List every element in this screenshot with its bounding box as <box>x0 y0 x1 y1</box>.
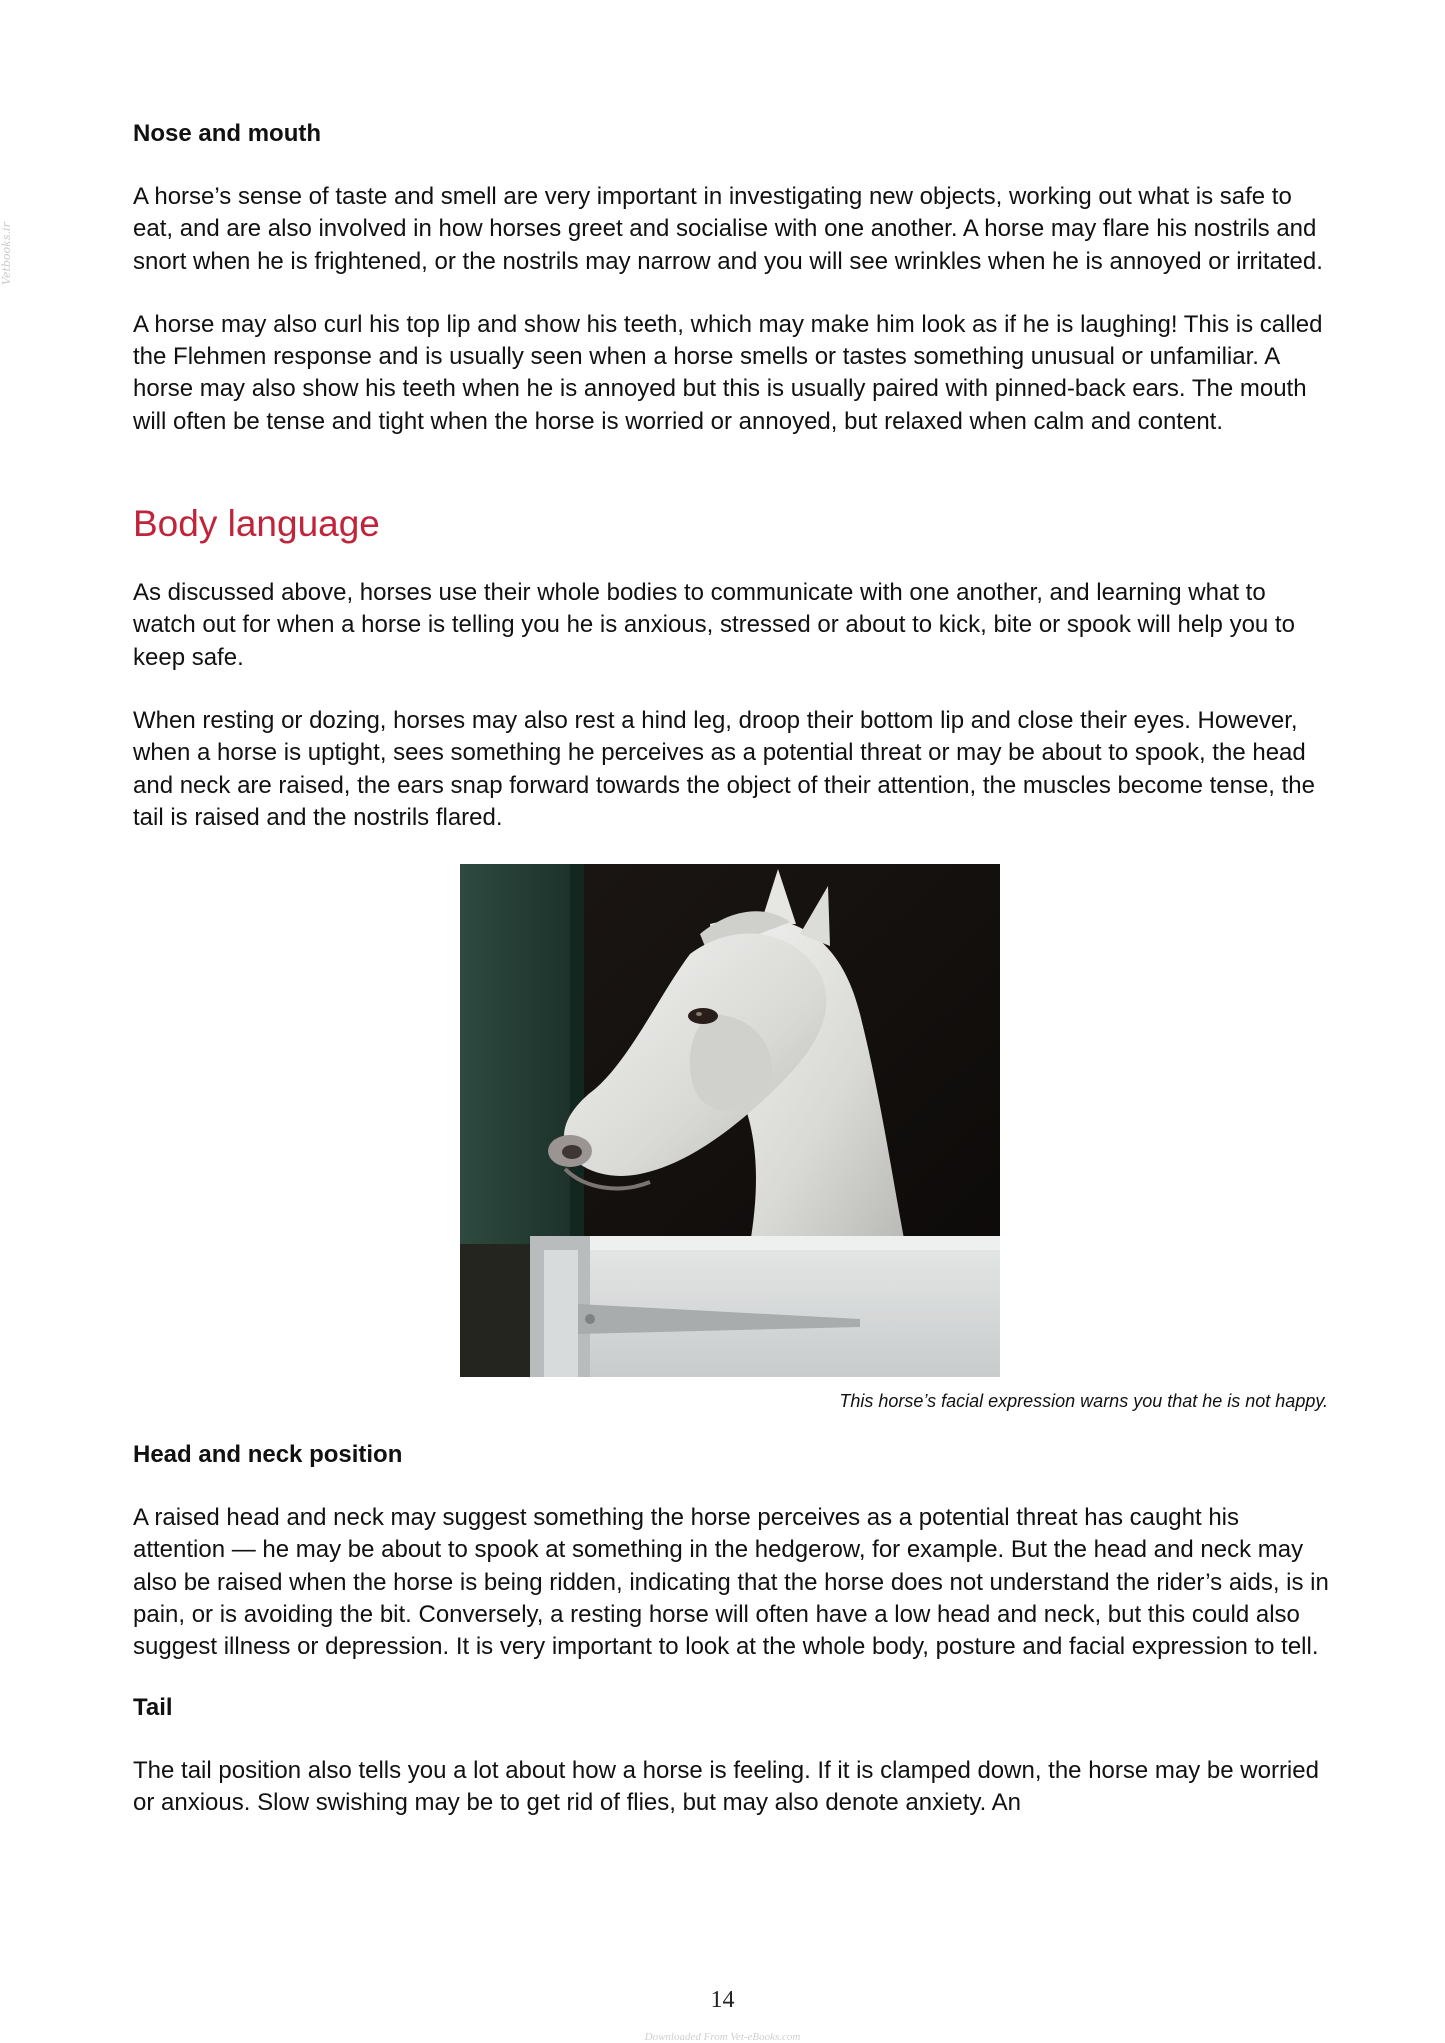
paragraph-nose-mouth-1: A horse’s sense of taste and smell are very important in investigating new objects, working out what is safe to eat, and are also involved in how horses greet and socialise with one another. A horse may flare his nostrils and snort when he is frightened, or the nostrils may narrow and you will see wrinkles when he is annoyed or irritated. <box>133 183 1323 275</box>
horse-photo <box>460 864 1000 1377</box>
paragraph-body-language-1: As discussed above, horses use their whole bodies to communicate with one another, and learning what to watch out for when a horse is telling you he is anxious, stressed or about to kick, bite or spook will help you to keep safe. <box>133 579 1295 671</box>
heading-head-and-neck-position: Head and neck position <box>133 1441 403 1469</box>
side-watermark: Vetbooks.ir <box>0 222 13 285</box>
page-number: 14 <box>710 1987 735 2013</box>
footer-watermark: Downloaded From Vet-eBooks.com <box>644 2031 801 2043</box>
heading-tail: Tail <box>133 1693 173 1721</box>
horse-photo-illustration <box>460 864 1000 1377</box>
page-content <box>133 118 1333 1819</box>
section-title-body-language: Body language <box>133 503 380 545</box>
heading-nose-and-mouth: Nose and mouth <box>133 120 322 147</box>
paragraph-tail-1: The tail position also tells you a lot about how a horse is feeling. If it is clamped down, the horse may be worried or anxious. Slow swishing may be to get rid of flies, but may also denote anxiety. An <box>133 1756 1319 1816</box>
paragraph-body-language-2: When resting or dozing, horses may also rest a hind leg, droop their bottom lip and close their eyes. However, when a horse is uptight, sees something he perceives as a potential threat or may be about to spook, the head and neck are raised, the ears snap forward towards the object of their attention, the muscles become tense, the tail is raised and the nostrils flared. <box>133 706 1315 831</box>
figure-caption: This horse’s facial expression warns you that he is not happy. <box>839 1391 1328 1412</box>
paragraph-head-neck-1: A raised head and neck may suggest something the horse perceives as a potential threat has caught his attention — he may be about to spook at something in the hedgerow, for example. But the head and neck may also be raised when the horse is being ridden, indicating that the horse does not understand the rider’s aids, is in pain, or is avoiding the bit. Conversely, a resting horse will often have a low head and neck, but this could also suggest illness or depression. It is very important to look at the whole body, posture and facial expression to tell. <box>133 1504 1329 1661</box>
paragraph-nose-mouth-2: A horse may also curl his top lip and show his teeth, which may make him look as if he is laughing! This is called the Flehmen response and is usually seen when a horse smells or tastes something unusual or unfamiliar. A horse may also show his teeth when he is annoyed but this is usually paired with pinned-back ears. The mouth will often be tense and tight when the horse is worried or annoyed, but relaxed when calm and content. <box>133 310 1323 435</box>
